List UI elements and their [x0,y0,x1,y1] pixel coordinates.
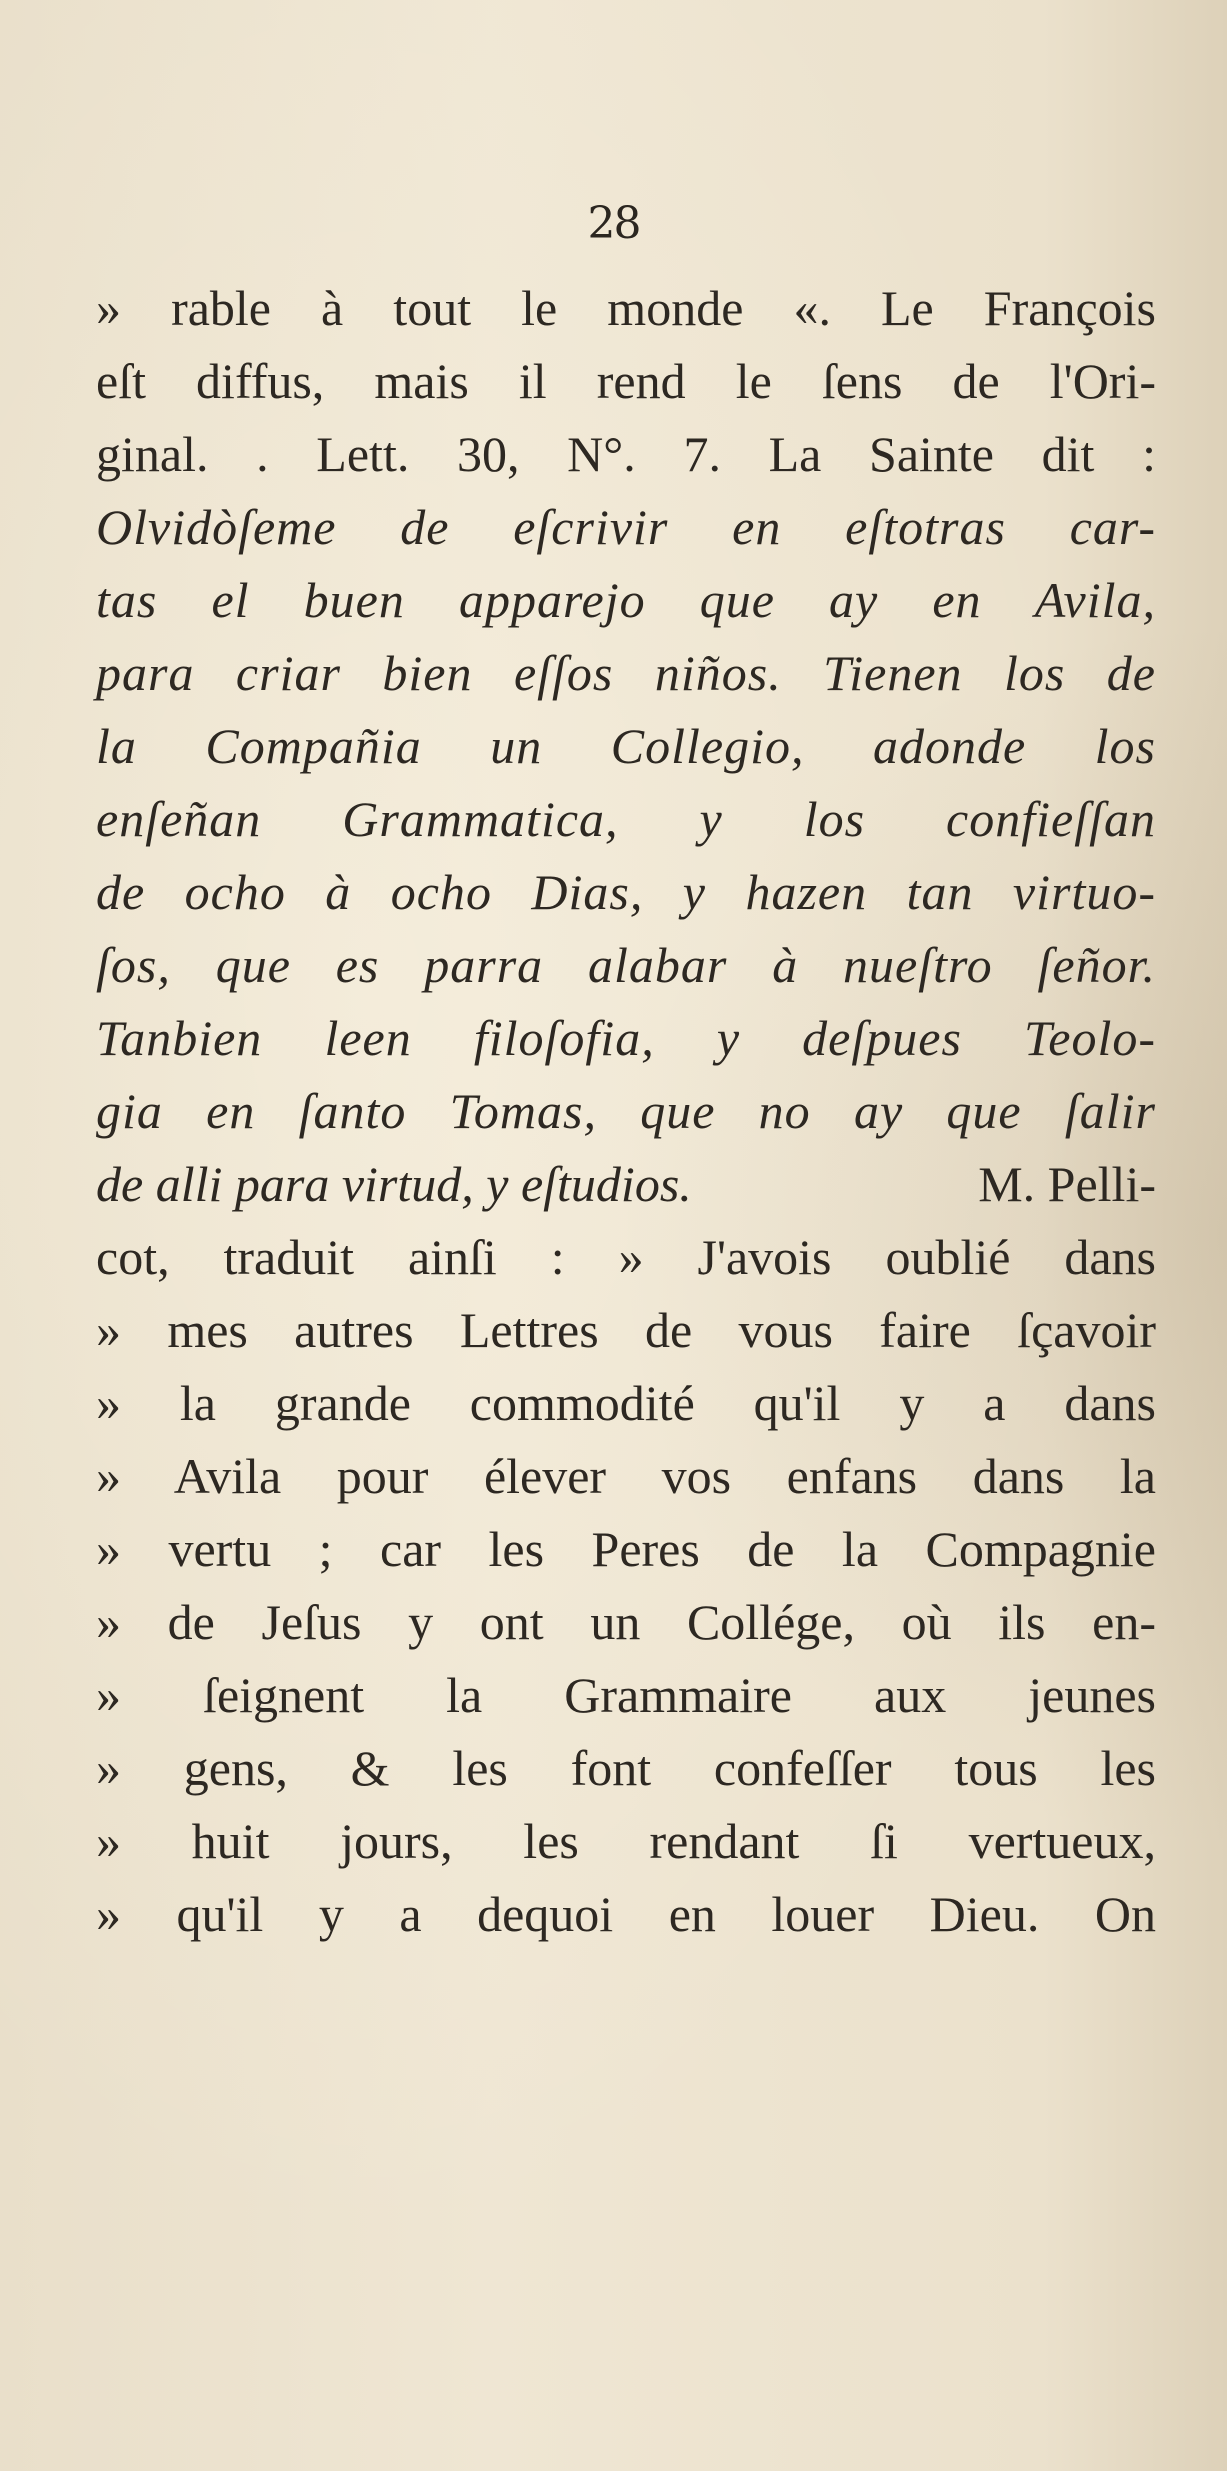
text-line-mixed: de alli para virtud, y eſtudios. M. Pelli- [96,1156,1156,1212]
text-line-spanish: para criar bien eſſos niños. Tienen los de [96,645,1156,701]
text-line: » huit jours, les rendant ſi vertueux, [96,1813,1156,1869]
text-line-spanish: ſos, que es parra alabar à nueſtro ſeñor. [96,937,1156,993]
text-line-spanish: Tanbien leen filoſofia, y deſpues Teolo- [96,1010,1156,1066]
text-line: ginal. . Lett. 30, N°. 7. La Sainte dit : [96,426,1156,482]
text-line: cot, traduit ainſi : » J'avois oublié dans [96,1229,1156,1285]
text-line: eſt diffus, mais il rend le ſens de l'Ori- [96,353,1156,409]
text-line-spanish: la Compañia un Collegio, adonde los [96,718,1156,774]
text-line: » de Jeſus y ont un Collége, où ils en- [96,1594,1156,1650]
text-line: » vertu ; car les Peres de la Compagnie [96,1521,1156,1577]
text-line-spanish: tas el buen apparejo que ay en Avila, [96,572,1156,628]
text-line: » gens, & les font confeſſer tous les [96,1740,1156,1796]
text-line-spanish: gia en ſanto Tomas, que no ay que ſalir [96,1083,1156,1139]
body-text [96,272,1156,1951]
text-line: » ſeignent la Grammaire aux jeunes [96,1667,1156,1723]
text-line: » qu'il y a dequoi en louer Dieu. On [96,1886,1156,1942]
text-line: » rable à tout le monde «. Le François [96,280,1156,336]
text-line: » la grande commodité qu'il y a dans [96,1375,1156,1431]
page-number: 28 [587,198,640,249]
text-line-spanish: Olvidòſeme de eſcrivir en eſtotras car- [96,499,1156,555]
text-line-spanish: de ocho à ocho Dias, y hazen tan virtuo- [96,864,1156,920]
text-line-spanish: enſeñan Grammatica, y los confieſſan [96,791,1156,847]
text-line: » mes autres Lettres de vous faire ſçavoir [96,1302,1156,1358]
text-line: » Avila pour élever vos enfans dans la [96,1448,1156,1504]
